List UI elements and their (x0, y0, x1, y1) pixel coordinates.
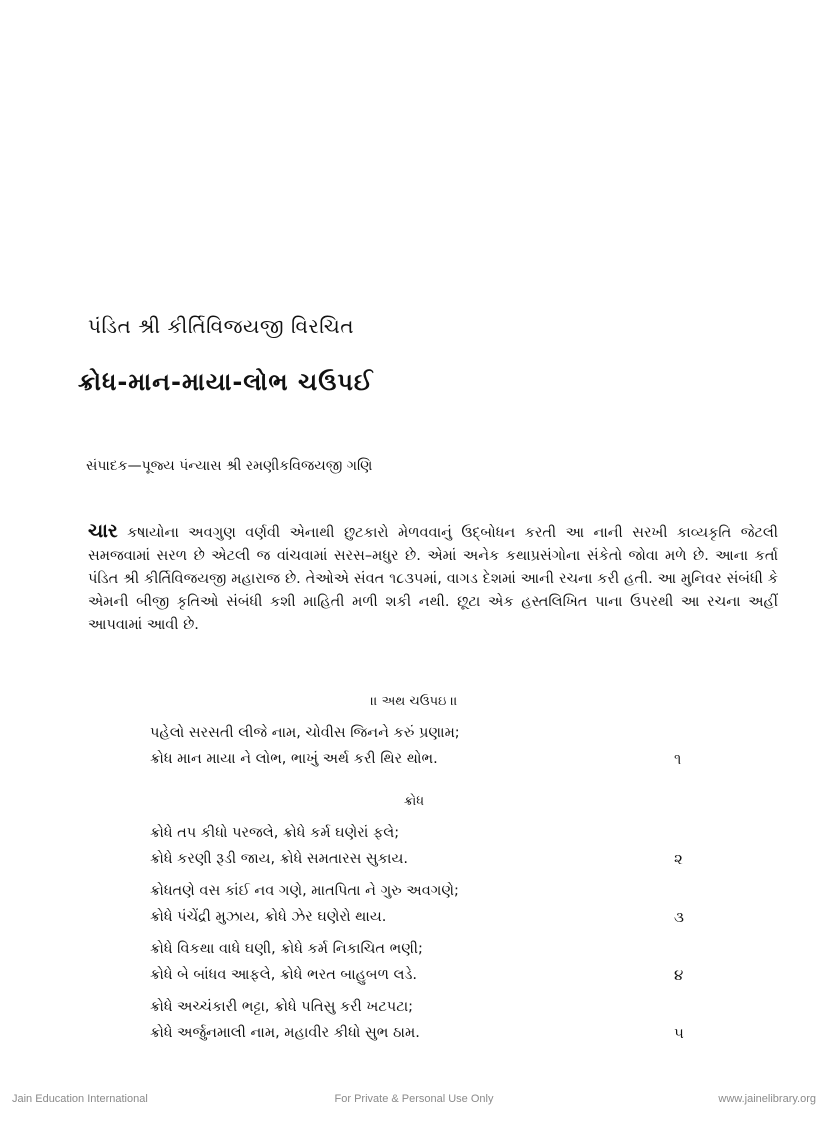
verse-line-text: ક્રોધે અર્જુનમાલી નામ, મહાવીર કીધો સુભ ઠામ. (150, 1025, 420, 1041)
verse-line: ક્રોધે અચ્ચંકારી ભટ્ટા, ક્રોધે પતિસુ કરી ખટપટા; (150, 999, 414, 1015)
verse-line: પહેલો સરસતી લીજે નામ, ચોવીસ જિનને કરું પ્રણામ; (150, 725, 460, 741)
verse-line-text: ક્રોધે બે બાંધવ આફલે, ક્રોધે ભરત બાહુબળ લડે. (150, 967, 418, 983)
verse (150, 878, 690, 930)
verse-line-text: ક્રોધ માન માયા ને લોભ, ભાખું અર્થ કરી થિર થોભ. (150, 751, 438, 767)
page-title: ક્રોધ-માન-માયા-લોભ ચઉપઈ (78, 368, 374, 396)
verse-line (150, 962, 690, 988)
verse (150, 820, 690, 872)
verse-number: ૧ (674, 750, 682, 768)
verse-line-text: ક્રોધે કરણી રૂડી જાય, ક્રોધે સમતારસ સુકાય. (150, 851, 408, 867)
intro-paragraph (88, 520, 778, 637)
verse-line: ક્રોધતણે વસ કાંઈ નવ ગણે, માતપિતા ને ગુરુ અવગણે; (150, 883, 459, 899)
verse-line (150, 846, 690, 872)
verse (150, 936, 690, 988)
verse-line (150, 1020, 690, 1046)
verse-line-text: ક્રોધે પંચેંદ્રી મુઝાય, ક્રોધે ઝેર ઘણેરો થાય. (150, 909, 387, 925)
verse-line: ક્રોધે તપ કીધો પરજલે, ક્રોધે કર્મ ઘણેરાં ફલે; (150, 825, 400, 841)
author-line: પંડિત શ્રી કીર્તિવિજયજી વિરચિત (88, 314, 355, 338)
verse (150, 720, 690, 772)
footer-website: www.jainelibrary.org (718, 1093, 816, 1105)
section-heading: ક્રોધ (403, 794, 425, 809)
verse-line (150, 904, 690, 930)
verse-number: ૩ (674, 908, 684, 926)
verse-number: ૨ (674, 850, 683, 868)
heading-start: ।। અથ ચઉપઇ ।। (370, 694, 458, 709)
footer-publisher: Jain Education International (12, 1093, 148, 1105)
verse-number: ૪ (674, 966, 684, 984)
verse-line: ક્રોધે વિકથા વાધે ઘણી, ક્રોધે કર્મ નિકાચિત ભણી; (150, 941, 423, 957)
footer-usage-note: For Private & Personal Use Only (334, 1093, 494, 1105)
intro-text: કષાયોના અવગુણ વર્ણવી એનાથી છુટકારો મેળવવાનું ઉદ્બોધન કરતી આ નાની સરખી કાવ્યકૃતિ જેટલી સમજવામાં સરળ છે એટલી જ વાંચવામાં સરસ–મધુર છે. એમાં અનેક કથાપ્રસંગોના સંકેતો જોવા મળે છે. આના કર્તા પંડિત શ્રી કીર્તિવિજયજી મહારાજ છે. તેઓએ સંવત ૧૮૩૫માં, વાગડ દેશમાં આની રચના કરી હતી. આ મુનિવર સંબંધી કે એમની બીજી કૃતિઓ સંબંધી કશી માહિતી મળી શકી નથી. છૂટા એક હસ્તલિખિત પાના ઉપરથી આ રચના અહીં આપવામાં આવી છે. (88, 525, 778, 633)
intro-first-word: ચાર (88, 520, 118, 542)
editor-line: સંપાદક—પૂજ્ય પંન્યાસ શ્રી રમણીકવિજયજી ગણિ (86, 458, 373, 474)
verse-line (150, 746, 690, 772)
verse-number: ૫ (674, 1024, 684, 1042)
verse (150, 994, 690, 1046)
